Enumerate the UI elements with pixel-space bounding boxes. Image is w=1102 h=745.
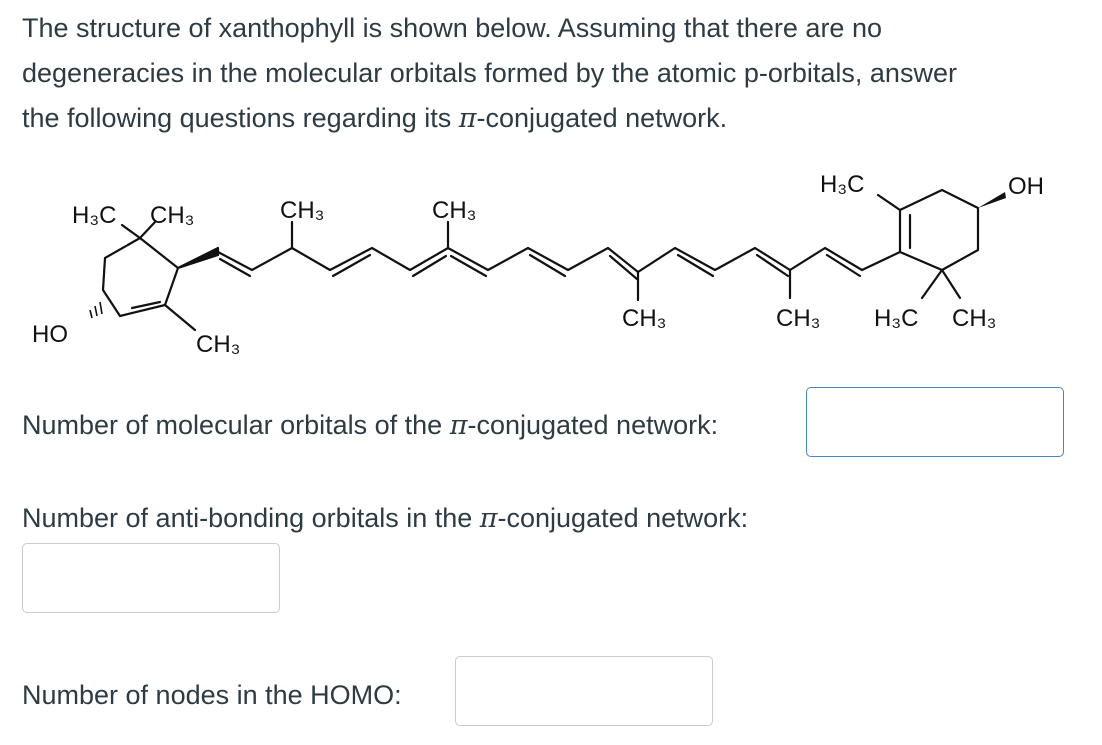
antibonding-count-input[interactable]	[22, 543, 280, 613]
pi-symbol: π	[458, 103, 477, 134]
label-oh: OH	[1008, 173, 1044, 200]
xanthophyll-structure	[0, 150, 1102, 380]
homo-nodes-input[interactable]	[455, 656, 713, 726]
intro-line-2: degeneracies in the molecular orbitals formed by the atomic p-orbitals, answer	[22, 58, 957, 88]
question-intro	[22, 6, 1082, 141]
label-ch3-right-gem: CH₃	[952, 305, 997, 332]
right-ring	[862, 190, 978, 270]
label-ch3-top-1: CH₃	[280, 197, 325, 224]
label-h3c-left: H₃C	[72, 202, 117, 229]
label-ch3-bottom-1: CH₃	[622, 305, 667, 332]
question-3-label: Number of nodes in the HOMO:	[22, 680, 402, 710]
intro-line-1: The structure of xanthophyll is shown below. Assuming that there are no	[22, 13, 882, 43]
label-ch3-top-2: CH₃	[432, 197, 477, 224]
label-h3c-right-gem: H₃C	[874, 305, 919, 332]
label-ch3-bottom-2: CH₃	[776, 305, 821, 332]
label-ch3-left-gem: CH₃	[150, 202, 195, 229]
left-ring	[103, 238, 178, 316]
mo-count-input[interactable]	[806, 387, 1064, 457]
question-2-label: Number of anti-bonding orbitals in the π-conjugated network:	[22, 503, 749, 534]
label-ho: HO	[32, 321, 68, 348]
label-ch3-ring-left: CH₃	[196, 331, 241, 358]
label-h3c-right-top: H₃C	[820, 171, 865, 198]
question-1-label: Number of molecular orbitals of the π-conjugated network:	[22, 410, 719, 441]
intro-line-3: the following questions regarding its π-conjugated network.	[22, 103, 728, 134]
